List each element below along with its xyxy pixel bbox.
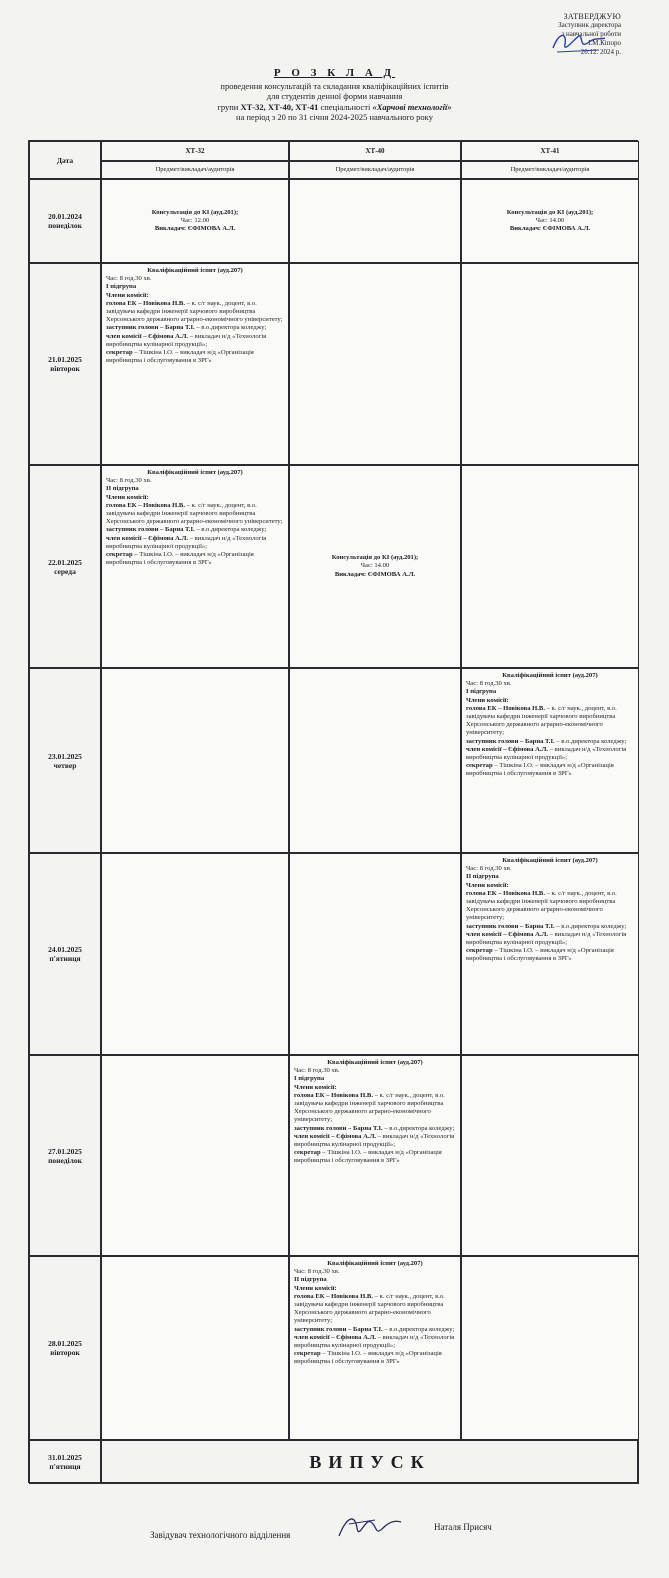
consult-cell-xt32 bbox=[101, 179, 289, 263]
exam-subgroup: ІІ підгрупа bbox=[106, 485, 139, 493]
exam-deputy: заступник голови – Барна Т.І. bbox=[294, 1124, 383, 1132]
exam-member: член комісії – Єфімова А.Л. bbox=[294, 1132, 377, 1140]
exam-members-label: Члени комісії: bbox=[106, 291, 149, 299]
exam-chair: голова ЕК – Новікова Н.В. bbox=[466, 889, 545, 897]
exam-members-label: Члени комісії: bbox=[106, 493, 149, 501]
date-cell bbox=[29, 1440, 101, 1484]
exam-time: Час: 8 год.30 хв. bbox=[294, 1268, 340, 1276]
exam-deputy: заступник голови – Барна Т.І. bbox=[294, 1325, 383, 1333]
header-line-2: для студентів денної форми навчання bbox=[266, 91, 403, 101]
exam-member: член комісії – Єфімова А.Л. bbox=[106, 332, 189, 340]
header-specialty: «Харчові технології» bbox=[372, 101, 452, 112]
group-header-xt41: ХТ-41 bbox=[461, 141, 639, 161]
subheader-xt41: Предмет/викладач/аудиторія bbox=[461, 161, 639, 179]
date-value: 28.01.2025 bbox=[48, 1339, 82, 1348]
exam-subgroup: І підгрупа bbox=[106, 283, 137, 291]
graduation-release: ВИПУСК bbox=[101, 1440, 639, 1484]
exam-member-details: – викладач н/д «Технологія виробництва кулінарної продукції»; bbox=[294, 1333, 455, 1350]
exam-chair-details: – к. с/г наук., доцент, в.о. завідувача кафедри інженерії харчового виробництва Херсонського державного аграрно-економічного університету; bbox=[294, 1292, 445, 1325]
exam-secretary-details: – Тішкіна І.О. – викладач н/д «Організація виробництва і обслуговування в ЗРГ» bbox=[294, 1350, 442, 1366]
exam-chair-details: – к. с/г наук., доцент, в.о. завідувача кафедри інженерії харчового виробництва Херсонського державного аграрно-економічного університету; bbox=[294, 1091, 445, 1124]
exam-chair: голова ЕК – Новікова Н.В. bbox=[106, 501, 185, 509]
exam-subgroup: І підгрупа bbox=[294, 1075, 325, 1083]
approval-date: 20.12. 2024 р. bbox=[580, 48, 621, 56]
empty-cell bbox=[461, 263, 639, 465]
exam-chair: голова ЕК – Новікова Н.В. bbox=[106, 299, 185, 307]
date-value: 23.01.2025 bbox=[48, 751, 82, 761]
approval-line-2: з навчальної роботи bbox=[561, 30, 621, 38]
exam-deputy-details: – в.о.директора коледжу; bbox=[554, 922, 627, 930]
exam-secretary: секретар bbox=[106, 551, 133, 559]
exam-secretary-details: – Тішкіна І.О. – викладач н/д «Організація виробництва і обслуговування в ЗРГ» bbox=[106, 551, 254, 567]
exam-title: Кваліфікаційний іспит (ауд.207) bbox=[327, 1260, 423, 1267]
exam-secretary: секретар bbox=[466, 762, 493, 770]
exam-chair: голова ЕК – Новікова Н.В. bbox=[294, 1292, 373, 1300]
exam-deputy-details: – в.о.директора коледжу; bbox=[194, 324, 267, 332]
exam-cell-xt40 bbox=[289, 1256, 461, 1440]
empty-cell bbox=[101, 668, 289, 853]
consult-title: Консультація до КІ (ауд.201); bbox=[331, 554, 419, 562]
approval-line-1: Заступник директора bbox=[558, 21, 621, 29]
consult-teacher: Викладач: ЄФІМОВА А.Л. bbox=[509, 225, 591, 233]
document-title: Р О З К Л А Д bbox=[273, 67, 396, 79]
header-groups: ХТ-32, ХТ-40, ХТ-41 bbox=[240, 101, 319, 112]
empty-cell bbox=[101, 1055, 289, 1256]
empty-cell bbox=[289, 853, 461, 1055]
exam-members-label: Члени комісії: bbox=[294, 1284, 337, 1292]
header-groups-prefix: групи bbox=[217, 101, 239, 112]
exam-deputy-details: – в.о.директора коледжу; bbox=[554, 737, 627, 745]
weekday: вівторок bbox=[50, 364, 80, 373]
exam-title: Кваліфікаційний іспит (ауд.207) bbox=[502, 672, 598, 679]
date-cell bbox=[29, 853, 101, 1055]
group-header-xt32: ХТ-32 bbox=[101, 141, 289, 161]
empty-cell bbox=[101, 853, 289, 1055]
exam-title: Кваліфікаційний іспит (ауд.207) bbox=[147, 469, 243, 476]
exam-deputy: заступник голови – Барна Т.І. bbox=[466, 922, 555, 930]
header-line-1: проведення консультацій та складання кваліфікаційних іспитів bbox=[220, 80, 449, 91]
date-cell bbox=[29, 1256, 101, 1440]
header-line-4: на період з 20 по 31 січня 2024-2025 навчального року bbox=[236, 112, 433, 122]
date-value: 27.01.2025 bbox=[48, 1146, 82, 1156]
date-cell bbox=[29, 1055, 101, 1256]
weekday: четвер bbox=[53, 760, 77, 770]
exam-time: Час: 8 год.30 хв. bbox=[106, 477, 152, 485]
exam-deputy-details: – в.о.директора коледжу; bbox=[382, 1124, 455, 1132]
exam-secretary-details: – Тішкіна І.О. – викладач н/д «Організація виробництва і обслуговування в ЗРГ» bbox=[106, 349, 254, 365]
exam-subgroup: ІІ підгрупа bbox=[466, 873, 499, 881]
exam-subgroup: ІІ підгрупа bbox=[294, 1276, 327, 1284]
subheader-xt40: Предмет/викладач/аудиторія bbox=[289, 161, 461, 179]
date-value: 31.01.2025 bbox=[48, 1453, 82, 1462]
exam-secretary-details: – Тішкіна І.О. – викладач н/д «Організація виробництва і обслуговування в ЗРГ» bbox=[466, 762, 614, 778]
exam-members-label: Члени комісії: bbox=[466, 881, 509, 889]
date-value: 21.01.2025 bbox=[48, 355, 82, 364]
weekday: вівторок bbox=[50, 1348, 80, 1357]
exam-deputy: заступник голови – Барна Т.І. bbox=[466, 737, 555, 745]
exam-time: Час: 8 год.30 хв. bbox=[466, 865, 512, 873]
exam-title: Кваліфікаційний іспит (ауд.207) bbox=[327, 1059, 423, 1066]
weekday: п'ятниця bbox=[49, 954, 81, 963]
weekday: п'ятниця bbox=[49, 1462, 81, 1471]
consult-title: Консультація до КІ (ауд.201); bbox=[151, 208, 239, 216]
footer-position: Завідувач технологічного відділення bbox=[150, 1530, 291, 1540]
date-cell bbox=[29, 465, 101, 668]
date-value: 24.01.2025 bbox=[48, 945, 82, 954]
approval-signature bbox=[549, 28, 609, 58]
exam-chair: голова ЕК – Новікова Н.В. bbox=[466, 704, 545, 712]
exam-deputy-details: – в.о.директора коледжу; bbox=[194, 526, 267, 534]
footer-name: Наталя Присяч bbox=[434, 1522, 492, 1532]
exam-title: Кваліфікаційний іспит (ауд.207) bbox=[502, 857, 598, 864]
exam-member-details: – викладач н/д «Технологія виробництва кулінарної продукції»; bbox=[106, 534, 267, 550]
date-cell bbox=[29, 179, 101, 263]
exam-chair-details: – к. с/г наук., доцент, в.о. завідувача кафедри інженерії харчового виробництва Херсонського державного аграрно-економічного університету; bbox=[466, 889, 617, 922]
empty-cell bbox=[289, 263, 461, 465]
header-line-3 bbox=[0, 102, 669, 113]
exam-secretary: секретар bbox=[294, 1350, 321, 1358]
exam-member-details: – викладач н/д «Технологія виробництва кулінарної продукції»; bbox=[106, 332, 267, 348]
header-specialty-prefix: спеціальності bbox=[320, 101, 371, 112]
exam-time: Час: 8 год.30 хв. bbox=[466, 680, 512, 688]
consult-time: Час: 14.00 bbox=[360, 562, 390, 570]
approval-label: ЗАТВЕРДЖУЮ bbox=[563, 12, 621, 21]
exam-members-label: Члени комісії: bbox=[466, 696, 509, 704]
exam-cell-xt40 bbox=[289, 1055, 461, 1256]
exam-member: член комісії – Єфімова А.Л. bbox=[294, 1333, 377, 1341]
exam-member: член комісії – Єфімова А.Л. bbox=[466, 745, 549, 753]
exam-time: Час: 8 год.30 хв. bbox=[294, 1067, 340, 1075]
exam-chair-details: – к. с/г наук., доцент, в.о. завідувача кафедри інженерії харчового виробництва Херсонського державного аграрно-економічного університету; bbox=[466, 704, 617, 737]
exam-member: член комісії – Єфімова А.Л. bbox=[466, 930, 549, 938]
exam-secretary-details: – Тішкіна І.О. – викладач н/д «Організація виробництва і обслуговування в ЗРГ» bbox=[466, 947, 614, 963]
date-value: 20.01.2024 bbox=[48, 212, 82, 221]
consult-cell-xt40 bbox=[289, 465, 461, 668]
exam-chair: голова ЕК – Новікова Н.В. bbox=[294, 1091, 373, 1099]
weekday: середа bbox=[54, 566, 76, 576]
exam-member-details: – викладач н/д «Технологія виробництва кулінарної продукції»; bbox=[294, 1132, 455, 1149]
exam-cell-xt32 bbox=[101, 263, 289, 465]
date-column-header bbox=[29, 141, 101, 179]
consult-cell-xt41 bbox=[461, 179, 639, 263]
exam-secretary: секретар bbox=[294, 1149, 321, 1157]
empty-cell bbox=[289, 179, 461, 263]
exam-secretary: секретар bbox=[106, 349, 133, 357]
exam-secretary: секретар bbox=[466, 947, 493, 955]
consult-teacher: Викладач: ЄФІМОВА А.Л. bbox=[334, 570, 416, 578]
exam-member-details: – викладач н/д «Технологія виробництва кулінарної продукції»; bbox=[466, 930, 627, 947]
approval-line-3: І.М.Кіпоро bbox=[588, 39, 621, 47]
exam-members-label: Члени комісії: bbox=[294, 1083, 337, 1091]
exam-time: Час: 8 год.30 хв. bbox=[106, 275, 152, 283]
consult-time: Час: 14.00 bbox=[535, 216, 565, 224]
group-header-xt40: ХТ-40 bbox=[289, 141, 461, 161]
exam-cell-xt32 bbox=[101, 465, 289, 668]
date-cell bbox=[29, 263, 101, 465]
consult-time: Час: 12.00 bbox=[180, 216, 210, 224]
date-cell bbox=[29, 668, 101, 853]
exam-title: Кваліфікаційний іспит (ауд.207) bbox=[147, 267, 243, 274]
exam-secretary-details: – Тішкіна І.О. – викладач н/д «Організація виробництва і обслуговування в ЗРГ» bbox=[294, 1149, 442, 1165]
exam-member: член комісії – Єфімова А.Л. bbox=[106, 534, 189, 542]
exam-cell-xt41 bbox=[461, 853, 639, 1055]
exam-subgroup: І підгрупа bbox=[466, 688, 497, 696]
exam-member-details: – викладач н/д «Технологія виробництва кулінарної продукції»; bbox=[466, 745, 627, 762]
empty-cell bbox=[461, 1055, 639, 1256]
weekday: понеділок bbox=[48, 1155, 82, 1165]
consult-title: Консультація до КІ (ауд.201); bbox=[506, 208, 594, 216]
exam-chair-details: – к. с/г наук., доцент, в.о. завідувача кафедри інженерії харчового виробництва Херсонського державного аграрно-економічного університету; bbox=[106, 299, 283, 324]
date-header-label: Дата bbox=[56, 155, 74, 165]
document-header bbox=[0, 68, 669, 123]
empty-cell bbox=[101, 1256, 289, 1440]
empty-cell bbox=[461, 465, 639, 668]
exam-deputy: заступник голови – Барна Т.І. bbox=[106, 324, 195, 332]
exam-chair-details: – к. с/г наук., доцент, в.о. завідувача кафедри інженерії харчового виробництва Херсонського державного аграрно-економічного університету; bbox=[106, 501, 283, 526]
exam-cell-xt41 bbox=[461, 668, 639, 853]
weekday: понеділок bbox=[48, 221, 82, 230]
exam-deputy-details: – в.о.директора коледжу; bbox=[382, 1325, 455, 1333]
empty-cell bbox=[461, 1256, 639, 1440]
subheader-xt32: Предмет/викладач/аудиторія bbox=[101, 161, 289, 179]
date-value: 22.01.2025 bbox=[48, 557, 82, 567]
consult-teacher: Викладач: ЄФІМОВА А.Л. bbox=[154, 225, 236, 233]
exam-deputy: заступник голови – Барна Т.І. bbox=[106, 526, 195, 534]
head-signature bbox=[335, 1510, 405, 1544]
schedule-table bbox=[28, 140, 638, 1483]
empty-cell bbox=[289, 668, 461, 853]
